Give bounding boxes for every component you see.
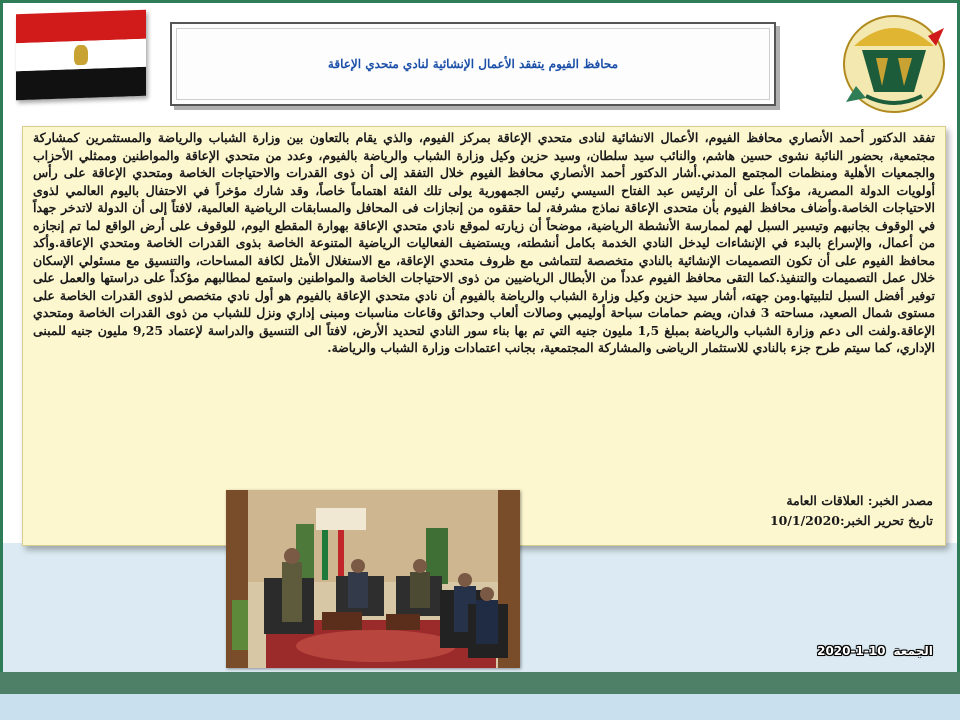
eagle-emblem-icon bbox=[74, 45, 88, 65]
title-box bbox=[170, 22, 776, 106]
date-tag bbox=[808, 642, 942, 660]
news-source: مصدر الخبر: العلاقات العامة bbox=[786, 493, 933, 508]
egypt-flag-icon bbox=[16, 10, 146, 101]
meeting-photo bbox=[226, 490, 520, 668]
bottom-light-strip bbox=[0, 694, 960, 720]
frame-top-border bbox=[0, 0, 960, 3]
article-panel bbox=[22, 126, 946, 546]
article-meta bbox=[770, 491, 933, 531]
news-date: تاريخ تحرير الخبر:10/1/2020 bbox=[769, 513, 933, 528]
fayoum-governorate-logo-icon bbox=[836, 6, 952, 118]
article-body: تفقد الدكتور أحمد الأنصاري محافظ الفيوم، الأعمال الانشائية لنادى متحدي الإعاقة بمركز الفيوم، والذي يقام بالتعاون بين وزارة الشباب والرياضة والمستثمرين كمشاركة مجتمعية، بحضور النائبة نشوى حسين هاشم، والنائب سيد سلطان، وسيد حزين وكيل وزارة الشباب والرياضة بالفيوم، وعدد من متحدي الإعاقة والمواطنين وممثلي الأحزاب والجمعيات الأهلية ومنظمات المجتمع المدني.أشار الدكتور أحمد الأنصاري محافظ الفيوم خلال التفقد إلى أن ذوى القدرات والاحتياجات الخاصة ومتحدي الإعاقة على رأس أولويات الدولة المصرية، مؤكداً على أن الرئيس عبد الفتاح السيسي رئيس الجمهورية يولى تلك الفئة اهتماماً خاصاً، وقد شارك مؤخراً في الاحتفال باليوم العالمي لذوى الاحتياجات الخاصة.وأضاف محافظ الفيوم بأن متحدى الإعاقة نماذج مشرفة، لما حققوه من إنجازات فى المحافل والمسابقات الرياضية العالمية، لافتاً إلى أن الدولة لاتدخر جهداً في الوقوف بجانبهم وتيسير السبل لهم لممارسة الأنشطة الرياضية، موضحاً أن زيارته لموقع نادي متحدي الإعاقة بهوارة المقطع اليوم، للوقوف على أرض الواقع لما تم إنجازه من أعمال، والإسراع بالبدء في الإنشاءات ليدخل النادي الخدمة بكامل أنشطته، ويستضيف الفعاليات الرياضية المتنوعة الخاصة بذوى القدرات الخاصة ومتحدي الإعاقة.وأكد محافظ الفيوم على أن تكون التصميمات الإنشائية بالنادي متخصصة لتتماشى مع ظروف متحدي الإعاقة، مع الاستغلال الأمثل لكافة المساحات، والتنسيق مع مسئولي الإسكان خلال عمل التصميمات والتنفيذ.كما التقى محافظ الفيوم عدداً من الأبطال الرياضيين من ذوى الاحتياجات الخاصة والمواطنين واستمع لمطالبهم مؤكداً على دراستها والعمل على توفير أفضل السبل لتلبيتها.ومن جهته، أشار سيد حزين وكيل وزارة الشباب والرياضة بالفيوم أن نادي متحدي الإعاقة بالفيوم هو أول نادي متخصص لذوى القدرات الخاصة على مستوى شمال الصعيد، مساحته 3 فدان، ويضم حمامات سباحة أوليمبي وصالات ألعاب وحدائق وقاعات مناسبات ومبنى إداري ونزل للشباب من ذوى القدرات الخاصة ومتحدي الإعاقة.ولفت الى دعم وزارة الشباب والرياضة بمبلغ 1,5 مليون جنيه التي تم بها بناء سور النادي لتحديد الأرض، لافتاً الى التنسيق والدراسة لإعتماد 9,25 مليون جنيه للمبنى الإداري، كما سيتم طرح جزء بالنادي للاستثمار الرياضى والمشاركة المجتمعية، بجانب اعتمادات وزارة الشباب والرياضة. bbox=[33, 130, 935, 355]
page-title: محافظ الفيوم يتفقد الأعمال الإنشائية لنادي متحدي الإعاقة bbox=[327, 57, 619, 71]
footer-day: الجمعة bbox=[893, 644, 933, 658]
bottom-green-band bbox=[0, 672, 960, 694]
footer-date: 2020-1-10 bbox=[817, 644, 886, 658]
